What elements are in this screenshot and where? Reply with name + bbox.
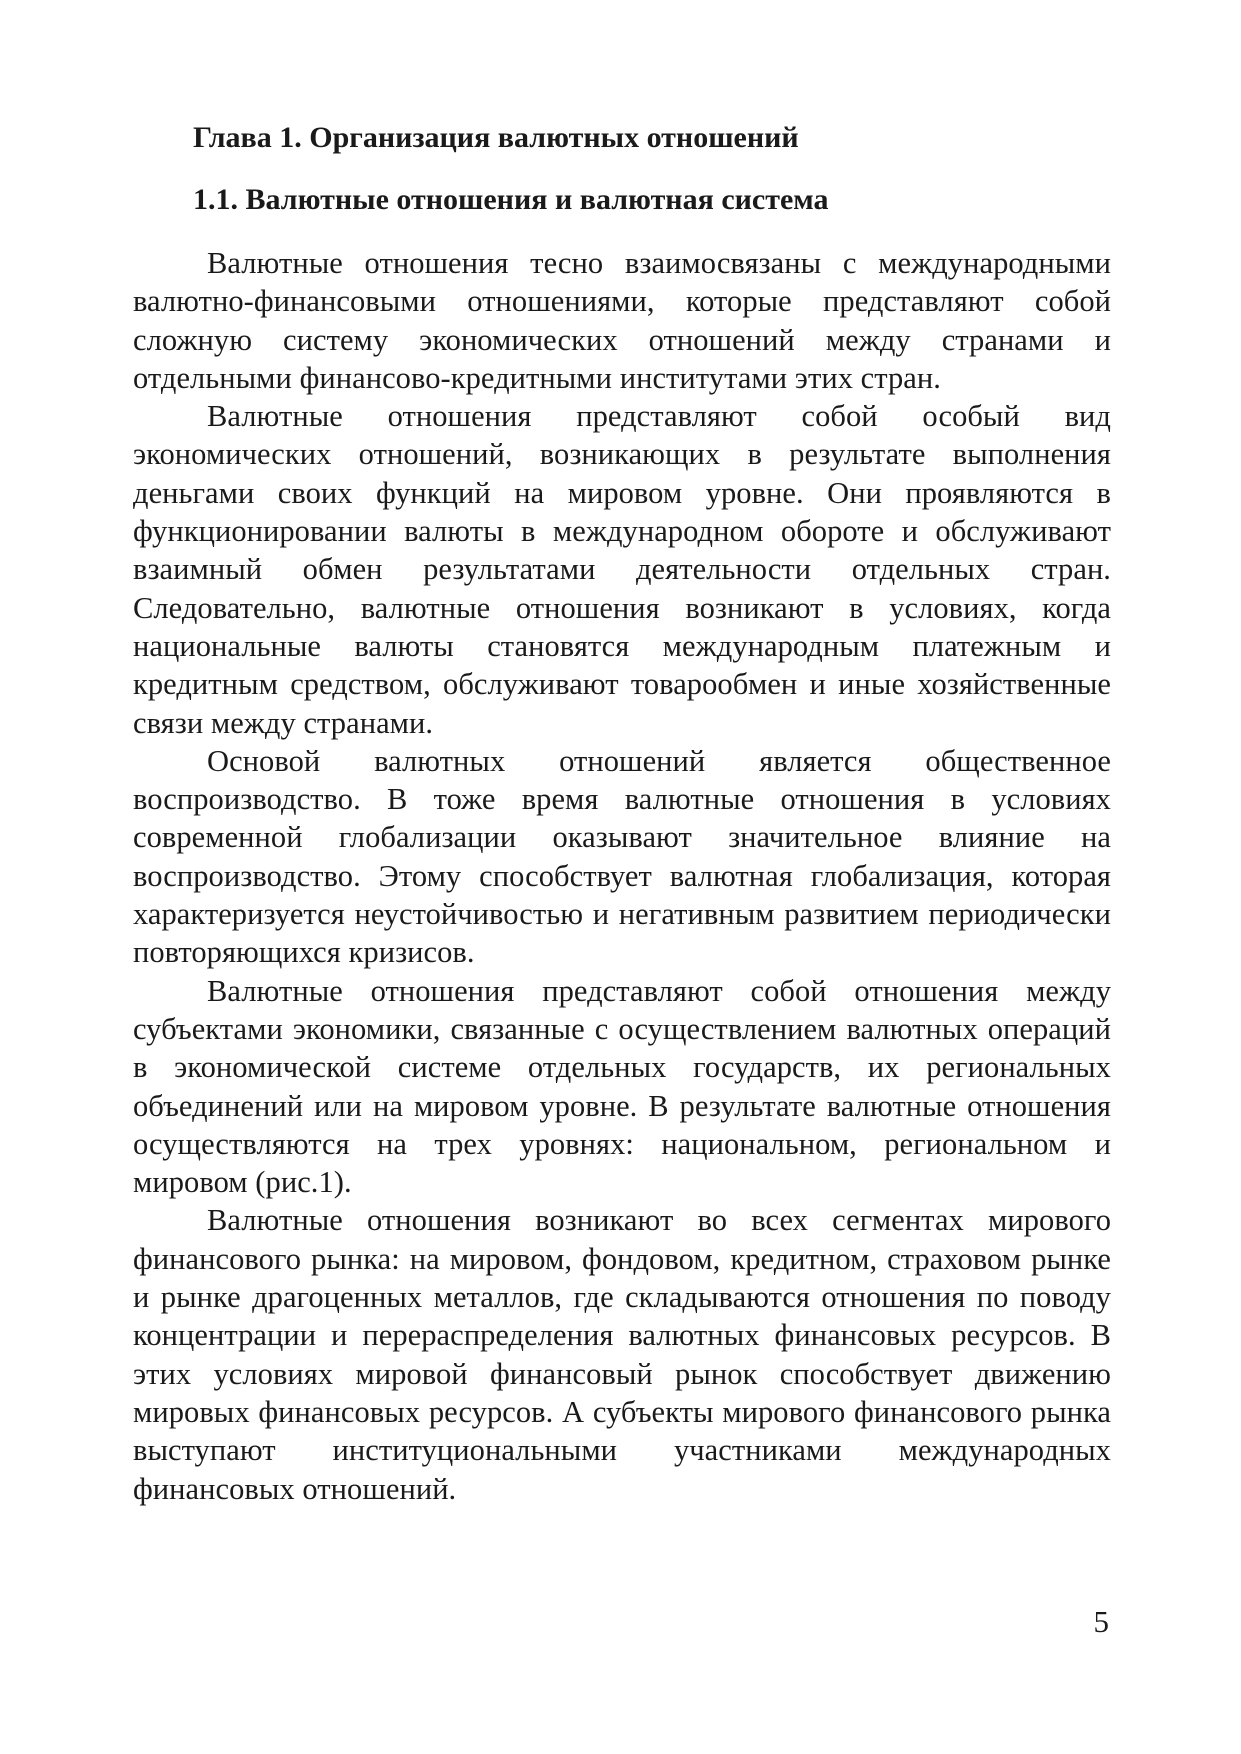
paragraph-4: Валютные отношения представляют собой отношения между субъектами экономики, связанные с осуществлением валютных операций в экономической системе отдельных государств, их региональных объединений или на мировом уровне. В результате валютные отношения осуществляются на трех уровнях: национальном, региональном и мировом (рис.1). [133, 973, 1111, 1200]
chapter-title: Глава 1. Организация валютных отношений [193, 121, 799, 154]
paragraph-3: Основой валютных отношений является общественное воспроизводство. В тоже время валютные отношения в условиях современной глобализации оказывают значительное влияние на воспроизводство. Этому способствует валютная глобализация, которая характеризуется неустойчивостью и негативным развитием периодически повторяющихся кризисов. [133, 743, 1111, 970]
body-text [133, 244, 1111, 1508]
paragraph-1: Валютные отношения тесно взаимосвязаны с международными валютно-финансовыми отношениями, которые представляют собой сложную систему экономических отношений между странами и отдельными финансово-кредитными институтами этих стран. [133, 246, 1111, 395]
page-number: 5 [1093, 1604, 1109, 1639]
section-title: 1.1. Валютные отношения и валютная система [193, 183, 829, 216]
paragraph-5: Валютные отношения возникают во всех сегментах мирового финансового рынка: на мировом, фондовом, кредитном, страховом рынке и рынке драгоценных металлов, где складываются отношения по поводу концентрации и перераспределения валютных финансовых ресурсов. В этих условиях мировой финансовый рынок способствует движению мировых финансовых ресурсов. А субъекты мирового финансового рынка выступают институциональными участниками международных финансовых отношений. [133, 1203, 1111, 1506]
paragraph-2: Валютные отношения представляют собой особый вид экономических отношений, возникающих в результате выполнения деньгами своих функций на мировом уровне. Они проявляются в функционировании валюты в международном обороте и обслуживают взаимный обмен результатами деятельности отдельных стран. Следовательно, валютные отношения возникают в условиях, когда национальные валюты становятся международным платежным и кредитным средством, обслуживают товарообмен и иные хозяйственные связи между странами. [133, 399, 1111, 740]
